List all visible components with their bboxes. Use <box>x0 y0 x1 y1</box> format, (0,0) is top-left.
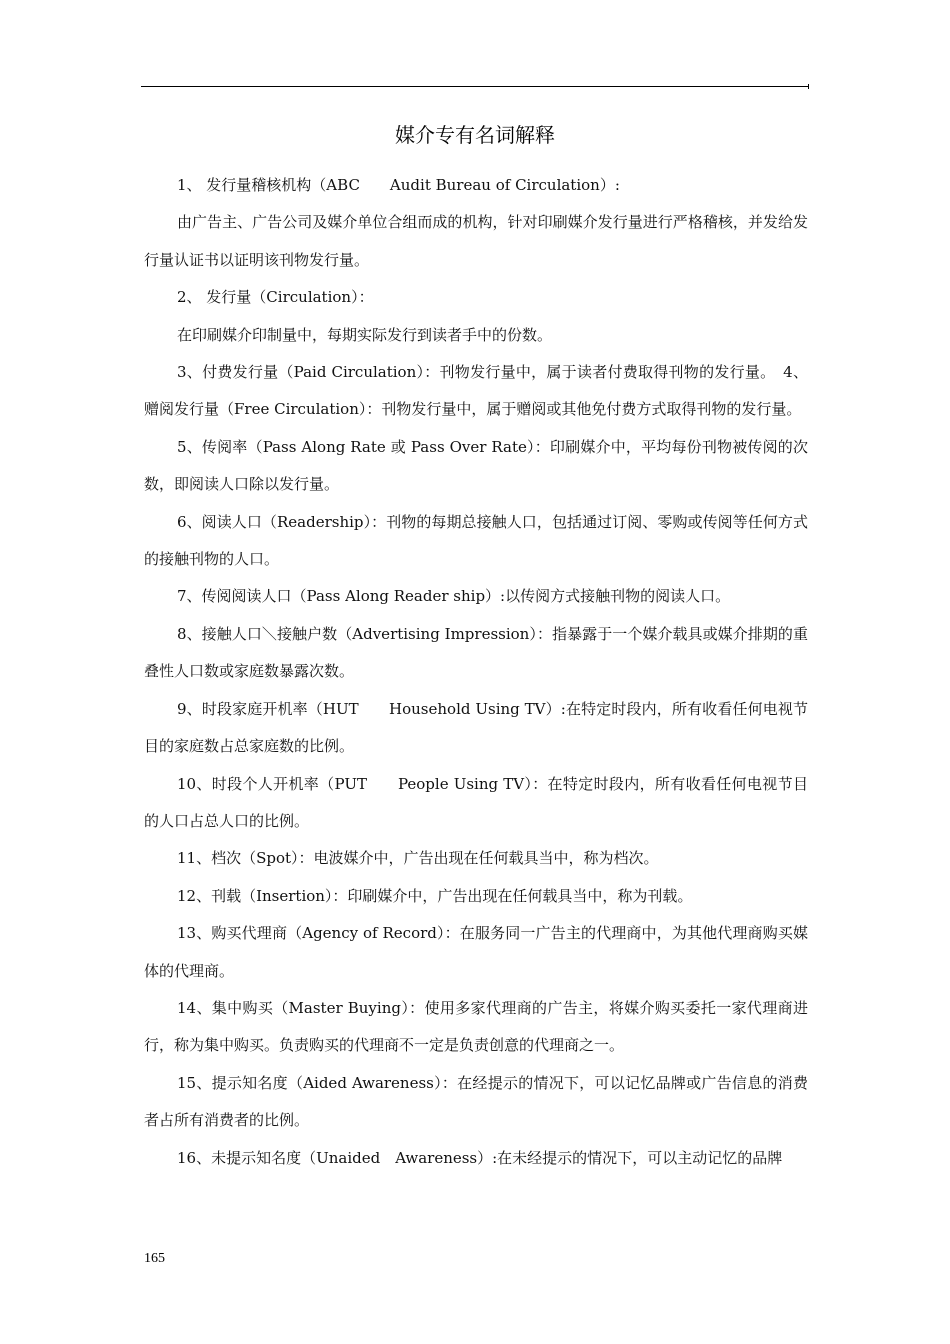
paragraph-6: 5、传阅率（Pass Along Rate 或 Pass Over Rate）：印刷媒介中，平均每份刊物被传阅的次数，即阅读人口除以发行量。 <box>144 437 808 494</box>
header-rule <box>141 86 809 87</box>
page-title: 媒介专有名词解释 <box>395 123 555 147</box>
paragraph-12: 11、档次（Spot）：电波媒介中，广告出现在任何载具当中，称为档次。 <box>177 849 659 868</box>
paragraph-14: 13、购买代理商（Agency of Record）：在服务同一广告主的代理商中，为其他代理商购买媒体的代理商。 <box>144 924 808 980</box>
paragraph-15: 14、集中购买（Master Buying）：使用多家代理商的广告主，将媒介购买委托一家代理商进行，称为集中购买。负责购买的代理商不一定是负责创意的代理商之一。 <box>144 998 808 1055</box>
paragraph-11: 10、时段个人开机率（PUT People Using TV）：在特定时段内，所有收看任何电视节目的人口占总人口的比例。 <box>144 774 808 830</box>
body-text <box>144 167 808 1177</box>
paragraph-7: 6、阅读人口（Readership）：刊物的每期总接触人口，包括通过订阅、零购或传阅等任何方式的接触刊物的人口。 <box>144 512 808 569</box>
paragraph-17: 16、未提示知名度（Unaided Awareness）:在未经提示的情况下，可以主动记忆的品牌 <box>177 1148 783 1167</box>
paragraph-2: 由广告主、广告公司及媒介单位合组而成的机构，针对印刷媒介发行量进行严格稽核，并发给发行量认证书以证明该刊物发行量。 <box>144 213 808 269</box>
paragraph-10: 9、时段家庭开机率（HUT Household Using TV）:在特定时段内，所有收看任何电视节目的家庭数占总家庭数的比例。 <box>144 699 808 756</box>
paragraph-5: 3、付费发行量（Paid Circulation）：刊物发行量中，属于读者付费取得刊物的发行量。 4、赠阅发行量（Free Circulation）：刊物发行量中，属于赠阅或其他免付费方式取得刊物的发行量。 <box>144 363 808 419</box>
paragraph-13: 12、刊载（Insertion）：印刷媒介中，广告出现在任何载具当中，称为刊载。 <box>177 886 693 905</box>
page-number: 165 <box>144 1251 165 1266</box>
paragraph-3: 2、 发行量（Circulation）： <box>177 288 374 307</box>
header-rule-end-mark <box>808 84 809 89</box>
paragraph-1: 1、 发行量稽核机构（ABC Audit Bureau of Circulation）: <box>177 176 620 194</box>
paragraph-4: 在印刷媒介印制量中，每期实际发行到读者手中的份数。 <box>177 325 553 344</box>
paragraph-16: 15、提示知名度（Aided Awareness）：在经提示的情况下，可以记忆品牌或广告信息的消费者占所有消费者的比例。 <box>144 1073 808 1130</box>
paragraph-9: 8、接触人口＼接触户数（Advertising Impression）：指暴露于一个媒介载具或媒介排期的重叠性人口数或家庭数暴露次数。 <box>144 624 808 681</box>
paragraph-8: 7、传阅阅读人口（Pass Along Reader ship）:以传阅方式接触刊物的阅读人口。 <box>177 587 731 606</box>
